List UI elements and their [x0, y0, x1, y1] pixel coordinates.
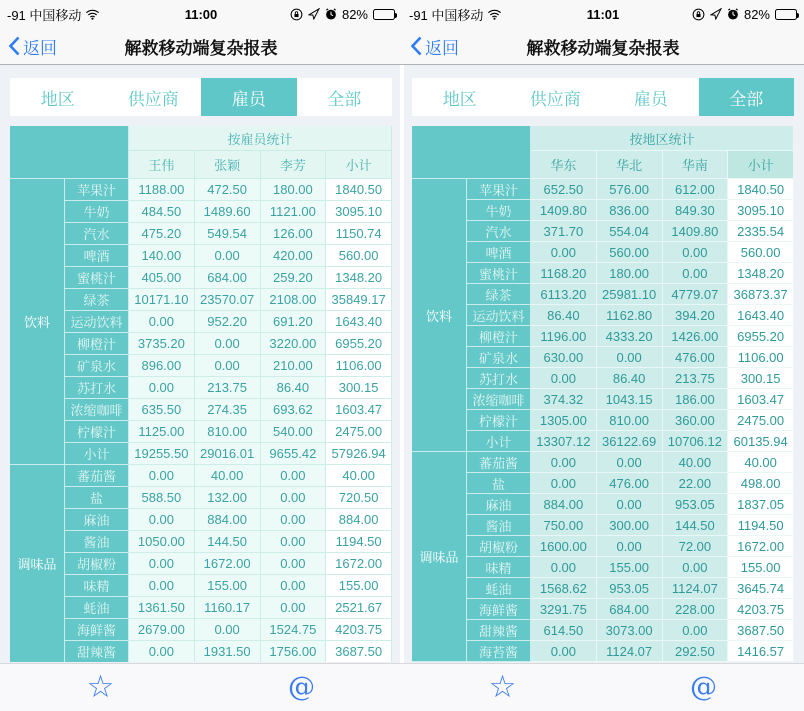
column-header-小计: 小计: [728, 151, 794, 179]
value-cell: 0.00: [195, 245, 261, 267]
value-cell: 1489.60: [195, 201, 261, 223]
value-cell: 0.00: [531, 473, 597, 494]
value-cell: 1600.00: [531, 536, 597, 557]
value-cell: 0.00: [261, 487, 327, 509]
value-cell: 0.00: [129, 575, 195, 597]
value-cell: 2108.00: [261, 289, 327, 311]
status-time: 11:00: [184, 6, 218, 22]
row-label-cell: 酱油: [65, 531, 129, 553]
value-cell: 1168.20: [531, 263, 597, 284]
tab-全部[interactable]: 全部: [699, 78, 795, 116]
value-cell: 0.00: [129, 509, 195, 531]
value-cell: 540.00: [261, 421, 327, 443]
value-cell: 1348.20: [728, 263, 794, 284]
value-cell: 1050.00: [129, 531, 195, 553]
value-cell: 635.50: [129, 399, 195, 421]
value-cell: 155.00: [597, 557, 663, 578]
value-cell: 3735.20: [129, 333, 195, 355]
value-cell: 554.04: [597, 221, 663, 242]
value-cell: 560.00: [326, 245, 392, 267]
value-cell: 953.05: [663, 494, 729, 515]
value-cell: 549.54: [195, 223, 261, 245]
value-cell: 371.70: [531, 221, 597, 242]
value-cell: 3095.10: [728, 200, 794, 221]
value-cell: 86.40: [531, 305, 597, 326]
column-header-王伟: 王伟: [129, 151, 195, 179]
value-cell: 3687.50: [326, 641, 392, 662]
phone-screen-all: [402, 0, 804, 711]
value-cell: 588.50: [129, 487, 195, 509]
value-cell: 4203.75: [326, 619, 392, 641]
value-cell: 2475.00: [728, 410, 794, 431]
value-cell: 36873.37: [728, 284, 794, 305]
row-label-cell: 酱油: [467, 515, 531, 536]
value-cell: 10171.10: [129, 289, 195, 311]
battery-icon: [373, 9, 395, 20]
value-cell: 0.00: [261, 509, 327, 531]
row-label-cell: 胡椒粉: [467, 536, 531, 557]
value-cell: 300.15: [326, 377, 392, 399]
value-cell: 4333.20: [597, 326, 663, 347]
row-label-cell: 盐: [467, 473, 531, 494]
value-cell: 300.00: [597, 515, 663, 536]
value-cell: 40.00: [326, 465, 392, 487]
row-label-cell: 矿泉水: [467, 347, 531, 368]
value-cell: 1361.50: [129, 597, 195, 619]
value-cell: 4779.07: [663, 284, 729, 305]
row-label-cell: 蕃茄酱: [65, 465, 129, 487]
value-cell: 86.40: [261, 377, 327, 399]
orientation-lock-icon: [692, 8, 705, 21]
location-arrow-icon: [308, 8, 320, 20]
value-cell: 476.00: [663, 347, 729, 368]
value-cell: 86.40: [597, 368, 663, 389]
value-cell: 210.00: [261, 355, 327, 377]
value-cell: 0.00: [195, 355, 261, 377]
table-span-title: 按地区统计: [531, 126, 794, 151]
table-span-title: 按雇员统计: [129, 126, 392, 151]
value-cell: 693.62: [261, 399, 327, 421]
row-label-cell: 海鲜酱: [65, 619, 129, 641]
value-cell: 884.00: [195, 509, 261, 531]
value-cell: 6955.20: [728, 326, 794, 347]
value-cell: 72.00: [663, 536, 729, 557]
value-cell: 720.50: [326, 487, 392, 509]
nav-bar: [0, 28, 402, 65]
row-label-cell: 苏打水: [467, 368, 531, 389]
value-cell: 0.00: [129, 553, 195, 575]
value-cell: 228.00: [663, 599, 729, 620]
value-cell: 1305.00: [531, 410, 597, 431]
battery-icon: [775, 9, 797, 20]
row-label-cell: 汽水: [467, 221, 531, 242]
row-label-cell: 啤酒: [467, 242, 531, 263]
value-cell: 810.00: [195, 421, 261, 443]
table-corner-cell: [412, 126, 531, 179]
row-label-cell: 绿茶: [65, 289, 129, 311]
page-title: 解救移动端复杂报表: [526, 38, 680, 58]
wifi-icon: [487, 8, 502, 20]
value-cell: 23570.07: [195, 289, 261, 311]
tab-供应商[interactable]: 供应商: [529, 89, 581, 109]
value-cell: 420.00: [261, 245, 327, 267]
value-cell: 19255.50: [129, 443, 195, 465]
column-header-张颖: 张颖: [195, 151, 261, 179]
column-header-小计: 小计: [326, 151, 392, 179]
row-label-cell: 蕃茄酱: [467, 452, 531, 473]
value-cell: 652.50: [531, 179, 597, 200]
carrier-label: -91 中国移动: [7, 7, 82, 23]
status-bar: [0, 0, 402, 28]
alarm-icon: [727, 8, 739, 20]
value-cell: 1196.00: [531, 326, 597, 347]
row-label-cell: 运动饮料: [65, 311, 129, 333]
value-cell: 560.00: [728, 242, 794, 263]
value-cell: 155.00: [195, 575, 261, 597]
tab-bar: [412, 78, 794, 116]
battery-percent-label: 82%: [743, 6, 770, 22]
value-cell: 0.00: [663, 242, 729, 263]
value-cell: 40.00: [663, 452, 729, 473]
back-button[interactable]: 返回: [0, 34, 57, 59]
value-cell: 0.00: [663, 557, 729, 578]
value-cell: 1672.00: [326, 553, 392, 575]
back-chevron-icon: [8, 36, 20, 56]
row-label-cell: 牛奶: [65, 201, 129, 223]
value-cell: 614.50: [531, 620, 597, 641]
value-cell: 1603.47: [728, 389, 794, 410]
group-cell-调味品: 调味品: [10, 465, 65, 662]
value-cell: 0.00: [261, 597, 327, 619]
value-cell: 9655.42: [261, 443, 327, 465]
back-button[interactable]: 返回: [402, 34, 459, 59]
value-cell: 0.00: [597, 536, 663, 557]
value-cell: 1409.80: [663, 221, 729, 242]
value-cell: 213.75: [663, 368, 729, 389]
value-cell: 40.00: [195, 465, 261, 487]
value-cell: 22.00: [663, 473, 729, 494]
value-cell: 292.50: [663, 641, 729, 662]
row-label-cell: 苹果汁: [467, 179, 531, 200]
value-cell: 300.15: [728, 368, 794, 389]
value-cell: 3095.10: [326, 201, 392, 223]
value-cell: 132.00: [195, 487, 261, 509]
location-arrow-icon: [710, 8, 722, 20]
column-header-华东: 华东: [531, 151, 597, 179]
value-cell: 1756.00: [261, 641, 327, 662]
value-cell: 1194.50: [326, 531, 392, 553]
value-cell: 405.00: [129, 267, 195, 289]
value-cell: 1124.07: [597, 641, 663, 662]
row-label-cell: 蜜桃汁: [65, 267, 129, 289]
at-icon[interactable]: @: [690, 672, 717, 703]
value-cell: 896.00: [129, 355, 195, 377]
value-cell: 274.35: [195, 399, 261, 421]
value-cell: 0.00: [129, 311, 195, 333]
value-cell: 1840.50: [728, 179, 794, 200]
value-cell: 360.00: [663, 410, 729, 431]
value-cell: 57926.94: [326, 443, 392, 465]
bottom-toolbar: [0, 663, 402, 711]
value-cell: 155.00: [326, 575, 392, 597]
row-label-cell: 浓缩咖啡: [467, 389, 531, 410]
value-cell: 1188.00: [129, 179, 195, 201]
value-cell: 0.00: [195, 333, 261, 355]
value-cell: 684.00: [597, 599, 663, 620]
column-header-华北: 华北: [597, 151, 663, 179]
row-label-cell: 甜辣酱: [467, 620, 531, 641]
value-cell: 259.20: [261, 267, 327, 289]
value-cell: 0.00: [597, 494, 663, 515]
value-cell: 1672.00: [728, 536, 794, 557]
value-cell: 2679.00: [129, 619, 195, 641]
value-cell: 1106.00: [326, 355, 392, 377]
value-cell: 180.00: [597, 263, 663, 284]
value-cell: 750.00: [531, 515, 597, 536]
value-cell: 1643.40: [326, 311, 392, 333]
tab-供应商[interactable]: 供应商: [127, 89, 179, 109]
value-cell: 0.00: [129, 465, 195, 487]
value-cell: 0.00: [597, 347, 663, 368]
orientation-lock-icon: [290, 8, 303, 21]
value-cell: 1348.20: [326, 267, 392, 289]
value-cell: 849.30: [663, 200, 729, 221]
group-cell-饮料: 饮料: [10, 179, 65, 465]
tab-地区[interactable]: 地区: [442, 89, 477, 109]
value-cell: 3645.74: [728, 578, 794, 599]
value-cell: 0.00: [531, 641, 597, 662]
value-cell: 6955.20: [326, 333, 392, 355]
value-cell: 0.00: [261, 575, 327, 597]
row-label-cell: 海鲜酱: [467, 599, 531, 620]
tab-雇员[interactable]: 雇员: [201, 78, 297, 116]
value-cell: 144.50: [195, 531, 261, 553]
row-label-cell: 矿泉水: [65, 355, 129, 377]
value-cell: 10706.12: [663, 431, 729, 452]
status-time: 11:01: [586, 6, 620, 22]
page-title: 解救移动端复杂报表: [124, 38, 278, 58]
tab-雇员[interactable]: 雇员: [633, 89, 668, 109]
row-label-cell: 苏打水: [65, 377, 129, 399]
value-cell: 1124.07: [663, 578, 729, 599]
value-cell: 576.00: [597, 179, 663, 200]
value-cell: 2521.67: [326, 597, 392, 619]
value-cell: 1150.74: [326, 223, 392, 245]
value-cell: 0.00: [663, 263, 729, 284]
row-label-cell: 麻油: [65, 509, 129, 531]
value-cell: 0.00: [261, 553, 327, 575]
row-label-cell: 味精: [65, 575, 129, 597]
value-cell: 1643.40: [728, 305, 794, 326]
row-label-cell: 海苔酱: [467, 641, 531, 662]
value-cell: 144.50: [663, 515, 729, 536]
value-cell: 2335.54: [728, 221, 794, 242]
value-cell: 1840.50: [326, 179, 392, 201]
value-cell: 0.00: [531, 242, 597, 263]
value-cell: 1194.50: [728, 515, 794, 536]
value-cell: 0.00: [531, 557, 597, 578]
row-label-cell: 味精: [467, 557, 531, 578]
value-cell: 25981.10: [597, 284, 663, 305]
row-label-cell: 汽水: [65, 223, 129, 245]
value-cell: 1106.00: [728, 347, 794, 368]
row-label-cell: 蚝油: [65, 597, 129, 619]
value-cell: 1524.75: [261, 619, 327, 641]
value-cell: 29016.01: [195, 443, 261, 465]
row-label-cell: 小计: [467, 431, 531, 452]
carrier-label: -91 中国移动: [409, 7, 484, 23]
value-cell: 35849.17: [326, 289, 392, 311]
wifi-icon: [85, 8, 100, 20]
value-cell: 1426.00: [663, 326, 729, 347]
value-cell: 498.00: [728, 473, 794, 494]
value-cell: 3291.75: [531, 599, 597, 620]
value-cell: 1162.80: [597, 305, 663, 326]
value-cell: 884.00: [531, 494, 597, 515]
value-cell: 36122.69: [597, 431, 663, 452]
value-cell: 953.05: [597, 578, 663, 599]
column-header-华南: 华南: [663, 151, 729, 179]
nav-bar: [402, 28, 804, 65]
value-cell: 155.00: [728, 557, 794, 578]
value-cell: 3687.50: [728, 620, 794, 641]
value-cell: 180.00: [261, 179, 327, 201]
value-cell: 3073.00: [597, 620, 663, 641]
value-cell: 1931.50: [195, 641, 261, 662]
report-table-region: [412, 126, 794, 662]
value-cell: 213.75: [195, 377, 261, 399]
value-cell: 484.50: [129, 201, 195, 223]
table-corner-cell: [10, 126, 129, 179]
value-cell: 884.00: [326, 509, 392, 531]
value-cell: 60135.94: [728, 431, 794, 452]
value-cell: 2475.00: [326, 421, 392, 443]
value-cell: 0.00: [597, 452, 663, 473]
value-cell: 186.00: [663, 389, 729, 410]
value-cell: 1160.17: [195, 597, 261, 619]
row-label-cell: 蜜桃汁: [467, 263, 531, 284]
value-cell: 476.00: [597, 473, 663, 494]
battery-percent-label: 82%: [341, 6, 368, 22]
value-cell: 0.00: [261, 465, 327, 487]
row-label-cell: 柠檬汁: [467, 410, 531, 431]
value-cell: 3220.00: [261, 333, 327, 355]
value-cell: 1568.62: [531, 578, 597, 599]
value-cell: 13307.12: [531, 431, 597, 452]
row-label-cell: 柳橙汁: [467, 326, 531, 347]
row-label-cell: 蚝油: [467, 578, 531, 599]
row-label-cell: 麻油: [467, 494, 531, 515]
value-cell: 1837.05: [728, 494, 794, 515]
value-cell: 560.00: [597, 242, 663, 263]
value-cell: 4203.75: [728, 599, 794, 620]
tab-地区[interactable]: 地区: [40, 89, 75, 109]
value-cell: 1043.15: [597, 389, 663, 410]
row-label-cell: 绿茶: [467, 284, 531, 305]
value-cell: 394.20: [663, 305, 729, 326]
value-cell: 0.00: [531, 368, 597, 389]
value-cell: 810.00: [597, 410, 663, 431]
tab-全部[interactable]: 全部: [327, 89, 362, 109]
value-cell: 612.00: [663, 179, 729, 200]
value-cell: 684.00: [195, 267, 261, 289]
row-label-cell: 浓缩咖啡: [65, 399, 129, 421]
value-cell: 126.00: [261, 223, 327, 245]
value-cell: 952.20: [195, 311, 261, 333]
group-cell-饮料: 饮料: [412, 179, 467, 452]
row-label-cell: 柳橙汁: [65, 333, 129, 355]
row-label-cell: 苹果汁: [65, 179, 129, 201]
value-cell: 691.20: [261, 311, 327, 333]
value-cell: 475.20: [129, 223, 195, 245]
row-label-cell: 小计: [65, 443, 129, 465]
back-chevron-icon: [410, 36, 422, 56]
value-cell: 0.00: [129, 641, 195, 662]
row-label-cell: 柠檬汁: [65, 421, 129, 443]
value-cell: 472.50: [195, 179, 261, 201]
value-cell: 1416.57: [728, 641, 794, 662]
value-cell: 0.00: [261, 531, 327, 553]
value-cell: 374.32: [531, 389, 597, 410]
group-cell-调味品: 调味品: [412, 452, 467, 662]
row-label-cell: 啤酒: [65, 245, 129, 267]
report-table-employee: [10, 126, 392, 662]
value-cell: 630.00: [531, 347, 597, 368]
value-cell: 6113.20: [531, 284, 597, 305]
value-cell: 1603.47: [326, 399, 392, 421]
alarm-icon: [325, 8, 337, 20]
value-cell: 0.00: [531, 452, 597, 473]
value-cell: 0.00: [129, 377, 195, 399]
row-label-cell: 胡椒粉: [65, 553, 129, 575]
value-cell: 1409.80: [531, 200, 597, 221]
value-cell: 836.00: [597, 200, 663, 221]
value-cell: 1125.00: [129, 421, 195, 443]
row-label-cell: 运动饮料: [467, 305, 531, 326]
row-label-cell: 甜辣酱: [65, 641, 129, 662]
value-cell: 1672.00: [195, 553, 261, 575]
star-icon[interactable]: ☆: [488, 669, 517, 705]
row-label-cell: 盐: [65, 487, 129, 509]
value-cell: 40.00: [728, 452, 794, 473]
row-label-cell: 牛奶: [467, 200, 531, 221]
at-icon[interactable]: @: [288, 672, 315, 703]
column-header-李芳: 李芳: [261, 151, 327, 179]
value-cell: 140.00: [129, 245, 195, 267]
value-cell: 0.00: [663, 620, 729, 641]
value-cell: 0.00: [195, 619, 261, 641]
tab-bar: [10, 78, 392, 116]
star-icon[interactable]: ☆: [86, 669, 115, 705]
bottom-toolbar: [402, 663, 804, 711]
value-cell: 1121.00: [261, 201, 327, 223]
status-bar: [402, 0, 804, 28]
